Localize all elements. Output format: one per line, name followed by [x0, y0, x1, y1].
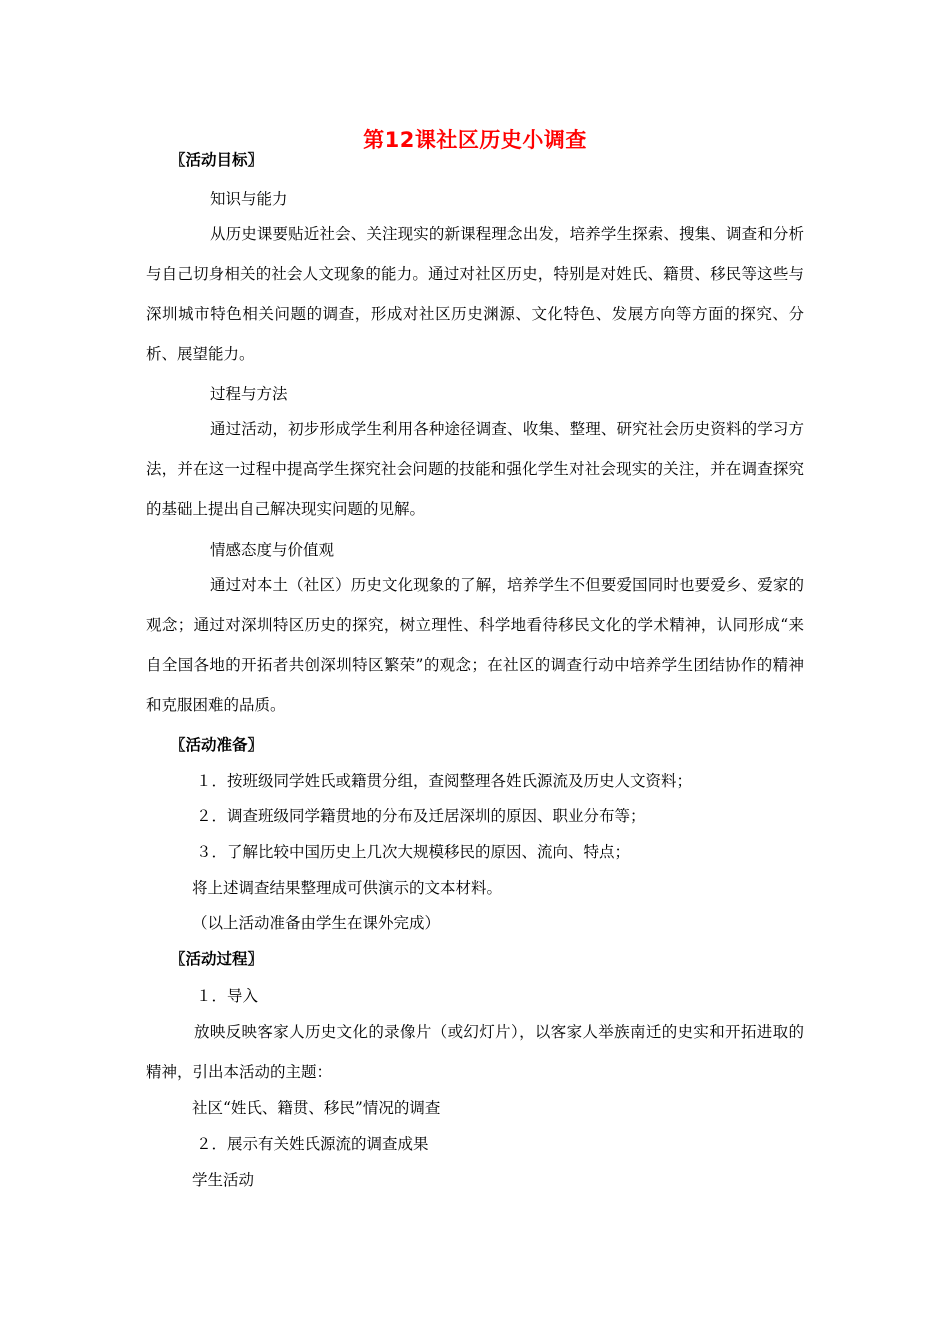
process-method-heading: 过程与方法 — [210, 385, 288, 403]
survey-topic: 社区“姓氏、籍贯、移民”情况的调查 — [192, 1099, 441, 1117]
student-activity-label: 学生活动 — [192, 1171, 255, 1189]
step-1-heading: １．导入 — [196, 987, 259, 1005]
step-2-heading: ２．展示有关姓氏源流的调查成果 — [196, 1135, 429, 1153]
page-title: 第12课社区历史小调查 — [363, 128, 587, 152]
goals-heading: 〖活动目标〗 — [170, 151, 264, 169]
prep-note: （以上活动准备由学生在课外完成） — [192, 914, 441, 932]
knowledge-paragraph: 从历史课要贴近社会、关注现实的新课程理念出发，培养学生探索、搜集、调查和分析与自己切身相关的社会人文现象的能力。通过对社区历史，特别是对姓氏、籍贯、移民等这些与深圳城市特色相关问题的调查，形成对社区历史渊源、文化特色、发展方向等方面的探究、分析、展望能力。 — [146, 225, 804, 363]
emotion-heading: 情感态度与价值观 — [210, 541, 335, 559]
prep-heading: 〖活动准备〗 — [170, 736, 264, 754]
prep-item: ２．调查班级同学籍贯地的分布及迁居深圳的原因、职业分布等； — [196, 807, 646, 825]
prep-item: ３．了解比较中国历史上几次大规模移民的原因、流向、特点； — [196, 843, 631, 861]
emotion-paragraph: 通过对本土（社区）历史文化现象的了解，培养学生不但要爱国同时也要爱乡、爱家的观念；通过对深圳特区历史的探究，树立理性、科学地看待移民文化的学术精神，认同形成“来自全国各地的开拓者共创深圳特区繁荣”的观念；在社区的调查行动中培养学生团结协作的精神和克服困难的品质。 — [146, 576, 804, 714]
knowledge-heading: 知识与能力 — [210, 190, 288, 208]
prep-item: １．按班级同学姓氏或籍贯分组，查阅整理各姓氏源流及历史人文资料； — [196, 772, 693, 790]
process-method-paragraph: 通过活动，初步形成学生利用各种途径调查、收集、整理、研究社会历史资料的学习方法，并在这一过程中提高学生探究社会问题的技能和强化学生对社会现实的关注，并在调查探究的基础上提出自己解决现实问题的见解。 — [146, 420, 804, 518]
step-1-paragraph: 放映反映客家人历史文化的录像片（或幻灯片），以客家人举族南迁的史实和开拓进取的精神，引出本活动的主题： — [146, 1023, 804, 1081]
process-heading: 〖活动过程〗 — [170, 950, 264, 968]
prep-summary: 将上述调查结果整理成可供演示的文本材料。 — [192, 879, 503, 897]
